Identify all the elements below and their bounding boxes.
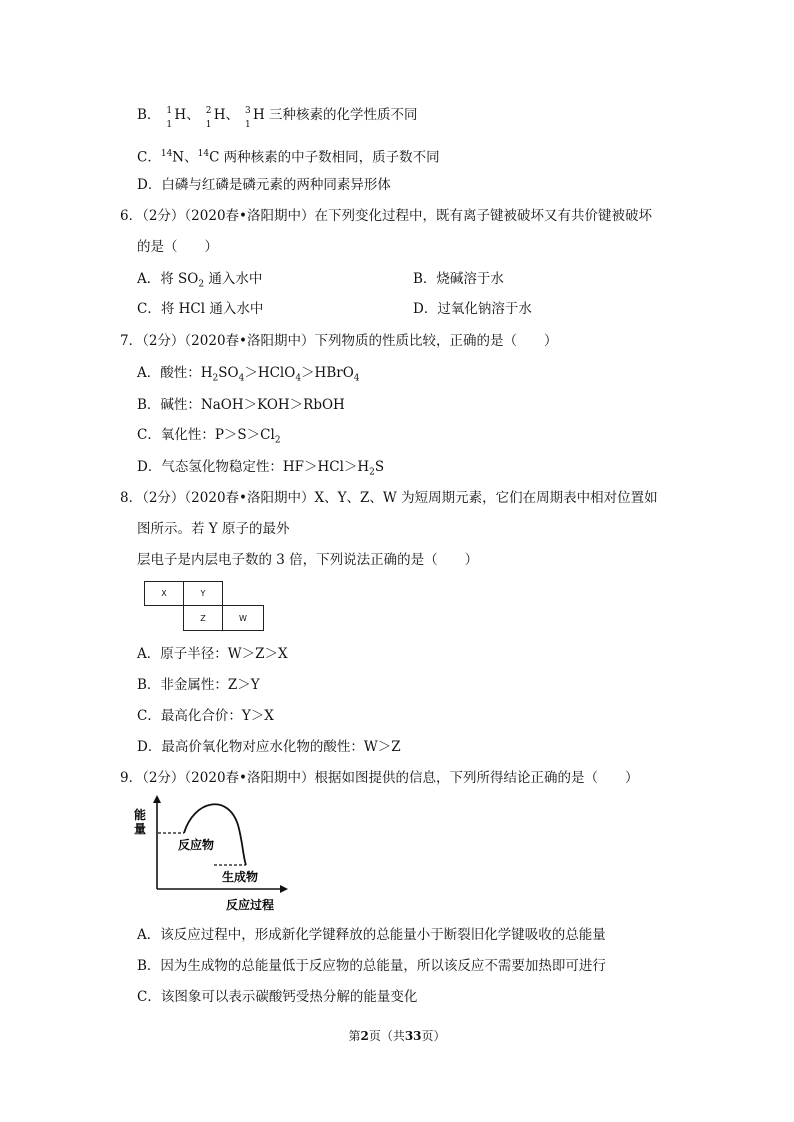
q6-option-b: B．烧碱溶于水: [413, 271, 504, 287]
q9-stem: 9．（2分）（2020春•洛阳期中）根据如图提供的信息，下列所得结论正确的是（ ）: [120, 770, 639, 786]
reactant-label: 反应物: [178, 838, 215, 852]
energy-diagram: [128, 795, 303, 915]
q8-stem-line2: 图所示。若 Y 原子的最外: [137, 521, 290, 537]
cell-z: Z: [183, 605, 223, 631]
y-axis-arrow: [153, 795, 161, 803]
q6-stem-line2: 的是（ ）: [137, 239, 218, 255]
q9-option-b: B．因为生成物的总能量低于反应物的总能量，所以该反应不需要加热即可进行: [137, 958, 606, 974]
total-pages: 33: [404, 1029, 422, 1043]
q6-option-d: D．过氧化钠溶于水: [413, 301, 532, 317]
q7-option-b: B．碱性：NaOH＞KOH＞RbOH: [137, 397, 345, 413]
q8-option-b: B．非金属性：Z＞Y: [137, 677, 260, 693]
y-label-bottom: 量: [134, 822, 147, 836]
q8-option-c: C．最高化合价：Y＞X: [137, 708, 274, 724]
page-footer: 第2页（共33页）: [348, 1029, 446, 1043]
x-label: 反应过程: [226, 898, 275, 912]
q7-option-a: A．酸性：$H_2SO_4>HClO_4>HBrO_4$: [137, 365, 360, 384]
product-label: 生成物: [222, 870, 259, 884]
nuclide-1h: 1 1: [166, 106, 173, 130]
cell-w: W: [222, 605, 264, 631]
q8-option-a: A．原子半径：W＞Z＞X: [137, 646, 288, 662]
current-page: 2: [360, 1029, 369, 1043]
q7-option-d: D．气态氢化物稳定性：$HF>HCl>H_2S$: [137, 459, 385, 478]
energy-curve: [184, 804, 246, 865]
q9-option-a: A．该反应过程中，形成新化学键释放的总能量小于断裂旧化学键吸收的总能量: [137, 927, 606, 943]
q8-option-d: D．最高价氧化物对应水化物的酸性：W＞Z: [137, 739, 401, 755]
nuclide-3h: 3 1: [244, 106, 251, 130]
q6-option-a: A．将 $SO_2$ 通入水中: [137, 271, 263, 290]
q7-option-c: C．氧化性：$P>S>Cl_2$: [137, 427, 281, 446]
q9-option-c: C．该图象可以表示碳酸钙受热分解的能量变化: [137, 989, 418, 1005]
q6-stem-line1: 6．（2分）（2020春•洛阳期中）在下列变化过程中，既有离子键被破坏又有共价键被破坏: [120, 208, 652, 224]
q5-option-b: B． 1 1 H、 2 1 H、 3 1 H 三种核素的化学性质不同: [137, 106, 418, 130]
y-label-top: 能: [134, 808, 147, 822]
q5-option-c: C．$^{14}$N、$^{14}$C 两种核素的中子数相同，质子数不同: [137, 149, 440, 166]
nuclide-2h: 2 1: [205, 106, 212, 130]
q7-stem: 7．（2分）（2020春•洛阳期中）下列物质的性质比较，正确的是（ ）: [120, 333, 558, 349]
q6-option-c: C．将 HCl 通入水中: [137, 301, 264, 317]
x-axis-arrow: [280, 885, 288, 893]
q5-option-d: D．白磷与红磷是磷元素的两种同素异形体: [137, 177, 391, 193]
q8-stem-line1: 8．（2分）（2020春•洛阳期中）X、Y、Z、W 为短周期元素，它们在周期表中相对位置如: [120, 490, 658, 506]
cell-x: X: [144, 581, 184, 606]
q8-stem-line3: 层电子是内层电子数的 3 倍，下列说法正确的是（ ）: [137, 552, 479, 568]
cell-y: Y: [183, 581, 223, 606]
